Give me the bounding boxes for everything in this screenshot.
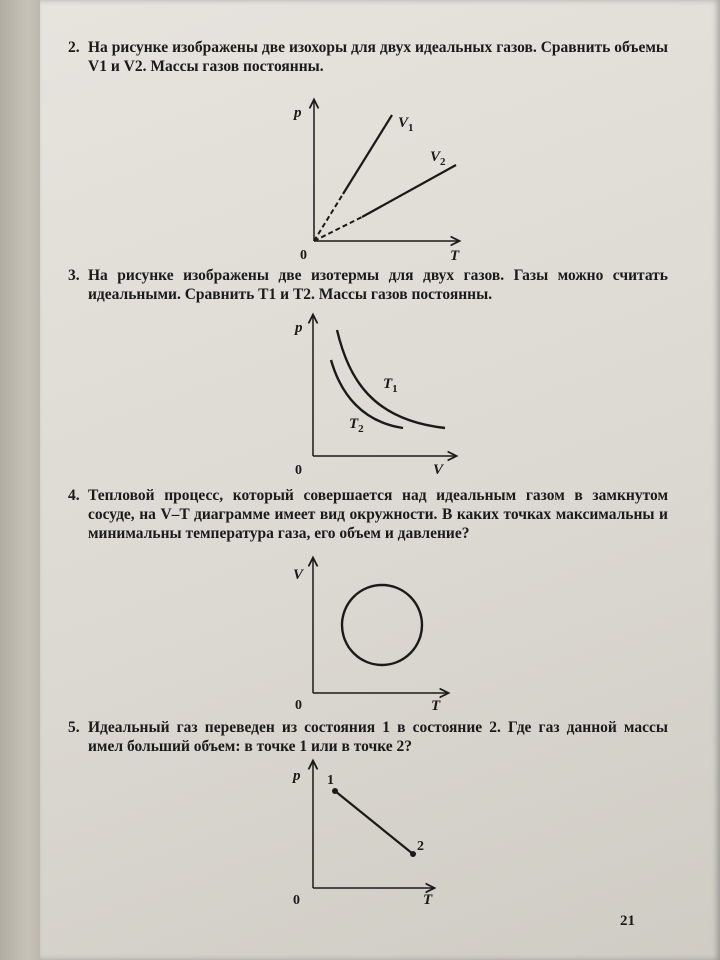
- origin-label: 0: [300, 248, 307, 263]
- problem-text: Идеальный газ переведен из состояния 1 в состояние 2. Где газ данной массы имел больший объем: в точке 1 или в точке 2?: [88, 719, 668, 755]
- process-line: [335, 791, 413, 854]
- curve-label-v1: $V_1$: [398, 115, 414, 134]
- circle-vt-graph: [285, 555, 505, 715]
- problem-text: Тепловой процесс, который совершается над идеальным газом в замкнутом сосуде, на V–T диаграмме имеет вид окружности. В каких точках максимальны и минимальны температура газа, его объем и давление?: [88, 487, 668, 542]
- isochore-v1: [343, 115, 392, 194]
- curve-label-t2: $T_2$: [349, 416, 364, 435]
- origin-label: 0: [295, 463, 302, 478]
- textbook-page: [40, 0, 720, 960]
- problem-5: [68, 718, 668, 756]
- curve-label-t1: $T_1$: [383, 376, 398, 395]
- y-axis-label: p: [295, 320, 303, 336]
- problem-text: На рисунке изображены две изохоры для двух идеальных газов. Сравнить объемы V1 и V2. Массы газов постоянны.: [88, 39, 668, 75]
- point-label-2: 2: [417, 839, 424, 854]
- y-axis-label: p: [293, 768, 301, 784]
- pt-graph: [285, 758, 505, 918]
- x-axis-label: T: [431, 698, 441, 714]
- x-axis-label: T: [450, 248, 460, 264]
- curve-label-v2: $V_2$: [430, 149, 446, 168]
- problem-number: 2.: [68, 39, 80, 56]
- isochore-v2-dashed: [314, 217, 362, 241]
- page-number: 21: [620, 913, 635, 929]
- point-label-1: 1: [327, 773, 334, 788]
- isotherm-graph: [285, 310, 505, 480]
- problem-2: [68, 38, 668, 76]
- y-axis-label: p: [294, 105, 302, 121]
- x-axis-label: T: [423, 892, 433, 908]
- origin-label: 0: [295, 698, 302, 713]
- y-axis-label: V: [293, 567, 304, 583]
- problem-text: На рисунке изображены две изотермы для двух газов. Газы можно считать идеальными. Сравнить T1 и T2. Массы газов постоянны.: [88, 267, 668, 303]
- problem-4: [68, 486, 668, 543]
- origin-label: 0: [293, 893, 300, 908]
- isochore-v2: [362, 165, 456, 217]
- problem-number: 3.: [68, 267, 80, 284]
- problem-number: 5.: [68, 719, 80, 736]
- process-circle: [342, 585, 422, 665]
- problem-3: [68, 266, 668, 304]
- problem-number: 4.: [68, 487, 80, 504]
- isochore-graph: [280, 95, 510, 265]
- book-gutter: [0, 0, 40, 960]
- state-point-2: [410, 851, 416, 857]
- x-axis-label: V: [433, 462, 444, 478]
- state-point-1: [332, 788, 338, 794]
